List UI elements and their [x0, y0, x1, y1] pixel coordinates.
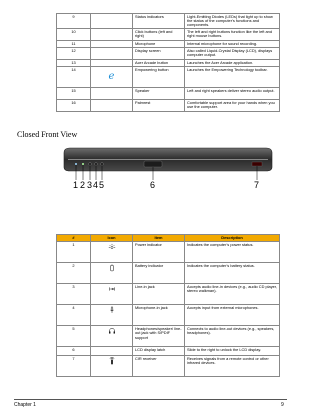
row-number: 6: [57, 347, 91, 356]
power-icon: [108, 243, 116, 251]
row-number: 3: [57, 284, 91, 305]
microphone-icon: [108, 306, 116, 314]
row-number: 14: [57, 67, 91, 88]
table-row: [57, 356, 280, 377]
table-row: [57, 14, 280, 29]
table-row: [57, 48, 280, 60]
column-header-description: Description: [185, 235, 280, 242]
column-header-item: Item: [133, 235, 185, 242]
icon-cell: [91, 347, 133, 356]
icon-cell: [91, 326, 133, 347]
row-item: LCD display latch: [133, 347, 185, 356]
row-item: Microphone-in jack: [133, 305, 185, 326]
row-description: Receives signals from a remote control or other infrared devices.: [185, 356, 280, 377]
row-item: Power indicator: [133, 242, 185, 263]
row-number: 13: [57, 60, 91, 67]
footer-page-number: 9: [281, 402, 284, 408]
table-row: [57, 88, 280, 100]
row-item: Empowering button: [133, 67, 185, 88]
row-number: 5: [57, 326, 91, 347]
icon-cell: [91, 48, 133, 60]
row-item: Status indicators: [133, 14, 185, 29]
row-description: Launches the Empowering Technology toolbar.: [185, 67, 280, 88]
table-row: [57, 41, 280, 48]
row-item: Click buttons (left and right): [133, 29, 185, 41]
row-description: Light-Emitting Diodes (LEDs) that light up to show the status of the computer’s functions and components.: [185, 14, 280, 29]
callout-3: 3: [87, 180, 93, 190]
icon-cell: [91, 14, 133, 29]
icon-cell: [91, 88, 133, 100]
row-description: Indicates the computer’s power status.: [185, 242, 280, 263]
table-row: [57, 326, 280, 347]
row-description: Left and right speakers deliver stereo audio output.: [185, 88, 280, 100]
icon-cell: [91, 242, 133, 263]
table-row: [57, 100, 280, 112]
callout-5: 5: [99, 180, 105, 190]
row-number: 11: [57, 41, 91, 48]
row-description: Slide to the right to unlock the LCD display.: [185, 347, 280, 356]
row-item: Display screen: [133, 48, 185, 60]
table-row: [57, 29, 280, 41]
battery-icon: [108, 264, 116, 272]
row-description: Launches the Acer Arcade application.: [185, 60, 280, 67]
row-item: Speaker: [133, 88, 185, 100]
row-number: 16: [57, 100, 91, 112]
callout-2: 2: [80, 180, 86, 190]
callout-4: 4: [93, 180, 99, 190]
callout-1: 1: [73, 180, 79, 190]
icon-cell: [91, 356, 133, 377]
icon-cell: [91, 67, 133, 88]
table-row: [57, 347, 280, 356]
internet-explorer-icon: e: [108, 71, 115, 83]
row-number: 1: [57, 242, 91, 263]
icon-cell: [91, 263, 133, 284]
row-item: Line-in jack: [133, 284, 185, 305]
row-item: Headphones/speaker/ line-out jack with S/PDIF support: [133, 326, 185, 347]
closed-front-view-table: [56, 234, 280, 377]
row-number: 10: [57, 29, 91, 41]
icon-cell: [91, 41, 133, 48]
row-description: Also called Liquid-Crystal Display (LCD), displays computer output.: [185, 48, 280, 60]
line-in-icon: [108, 285, 116, 293]
row-description: Accepts audio line-in devices (e.g., audio CD player, stereo walkman).: [185, 284, 280, 305]
row-description: Connects to audio line-out devices (e.g., speakers, headphones).: [185, 326, 280, 347]
row-item: Acer Arcade button: [133, 60, 185, 67]
section-title: Closed Front View: [17, 130, 78, 139]
table-row: [57, 263, 280, 284]
row-description: Internal microphone for sound recording.: [185, 41, 280, 48]
table-row: [57, 67, 280, 88]
table-header-row: [57, 235, 280, 242]
row-item: Battery indicator: [133, 263, 185, 284]
components-table-continued: [56, 13, 280, 112]
row-number: 4: [57, 305, 91, 326]
callout-6: 6: [150, 180, 156, 190]
closed-front-view-figure: [56, 143, 280, 225]
footer-chapter: Chapter 1: [14, 402, 36, 408]
row-number: 2: [57, 263, 91, 284]
row-description: Comfortable support area for your hands when you use the computer.: [185, 100, 280, 112]
row-item: Microphone: [133, 41, 185, 48]
row-number: 9: [57, 14, 91, 29]
icon-cell: [91, 284, 133, 305]
table-row: [57, 284, 280, 305]
row-item: Palmrest: [133, 100, 185, 112]
row-description: Accepts input from external microphones.: [185, 305, 280, 326]
row-item: CIR receiver: [133, 356, 185, 377]
row-description: The left and right buttons function like the left and right mouse buttons.: [185, 29, 280, 41]
row-description: Indicates the computer’s battery status.: [185, 263, 280, 284]
icon-cell: [91, 100, 133, 112]
row-number: 15: [57, 88, 91, 100]
cir-receiver-icon: [108, 357, 116, 365]
row-number: 7: [57, 356, 91, 377]
callout-7: 7: [254, 180, 260, 190]
icon-cell: [91, 305, 133, 326]
table-row: [57, 242, 280, 263]
column-header-number: #: [57, 235, 91, 242]
table-row: [57, 60, 280, 67]
table-row: [57, 305, 280, 326]
footer-divider: [14, 399, 287, 400]
headphones-icon: [108, 327, 116, 335]
row-number: 12: [57, 48, 91, 60]
icon-cell: [91, 60, 133, 67]
column-header-icon: Icon: [91, 235, 133, 242]
icon-cell: [91, 29, 133, 41]
